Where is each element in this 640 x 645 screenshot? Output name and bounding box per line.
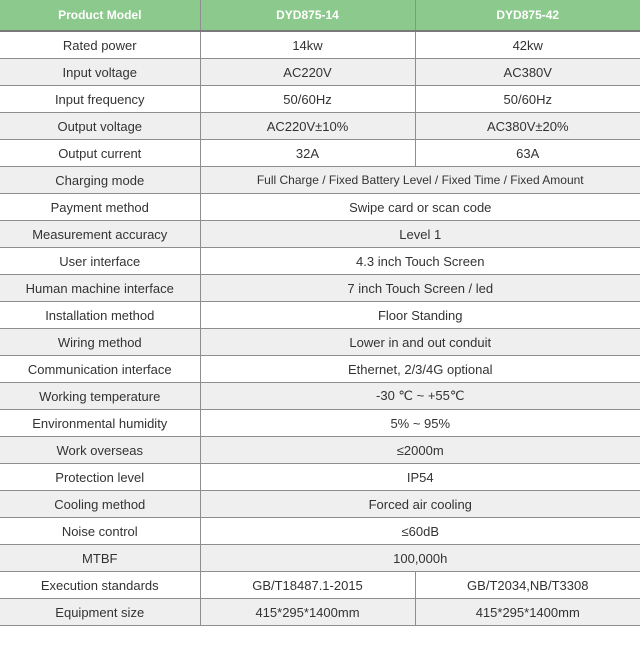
cell-model-a: AC220V [200,59,415,86]
header-row [0,0,640,31]
row-label: Execution standards [0,572,200,599]
cell-model-b: 50/60Hz [415,86,640,113]
row-label: Charging mode [0,167,200,194]
table-row [0,31,640,59]
table-row [0,86,640,113]
cell-model-a: GB/T18487.1-2015 [200,572,415,599]
table-row [0,464,640,491]
table-row [0,383,640,410]
cell-shared-value: Floor Standing [200,302,640,329]
row-label: Input frequency [0,86,200,113]
row-label: Human machine interface [0,275,200,302]
table-row [0,545,640,572]
cell-shared-value: ≤2000m [200,437,640,464]
table-row [0,140,640,167]
table-row [0,491,640,518]
row-label: Output current [0,140,200,167]
table-row [0,248,640,275]
cell-shared-value: 100,000h [200,545,640,572]
table-row [0,329,640,356]
table-row [0,572,640,599]
cell-shared-value: 5% ~ 95% [200,410,640,437]
cell-shared-value: Level 1 [200,221,640,248]
row-label: Installation method [0,302,200,329]
cell-shared-value: 7 inch Touch Screen / led [200,275,640,302]
row-label: Input voltage [0,59,200,86]
row-label: MTBF [0,545,200,572]
cell-model-b: 63A [415,140,640,167]
table-row [0,59,640,86]
cell-model-b: 415*295*1400mm [415,599,640,626]
table-row [0,518,640,545]
cell-shared-value: ≤60dB [200,518,640,545]
header-model-a: DYD875-14 [200,0,415,31]
cell-model-a: AC220V±10% [200,113,415,140]
cell-shared-value: -30 ℃ ~ +55℃ [200,383,640,410]
row-label: Cooling method [0,491,200,518]
table-row [0,194,640,221]
cell-shared-value: IP54 [200,464,640,491]
cell-model-b: AC380V±20% [415,113,640,140]
row-label: Payment method [0,194,200,221]
row-label: User interface [0,248,200,275]
cell-shared-value: Lower in and out conduit [200,329,640,356]
table-row [0,167,640,194]
row-label: Rated power [0,31,200,59]
row-label: Output voltage [0,113,200,140]
table-row [0,437,640,464]
table-row [0,113,640,140]
row-label: Measurement accuracy [0,221,200,248]
cell-shared-value: Ethernet, 2/3/4G optional [200,356,640,383]
cell-shared-value: 4.3 inch Touch Screen [200,248,640,275]
header-product-model: Product Model [0,0,200,31]
header-model-b: DYD875-42 [415,0,640,31]
table-row [0,275,640,302]
row-label: Equipment size [0,599,200,626]
table-row [0,410,640,437]
row-label: Protection level [0,464,200,491]
cell-model-a: 32A [200,140,415,167]
table-row [0,302,640,329]
cell-model-b: AC380V [415,59,640,86]
row-label: Communication interface [0,356,200,383]
table-row [0,221,640,248]
cell-model-b: 42kw [415,31,640,59]
table-row [0,599,640,626]
row-label: Working temperature [0,383,200,410]
row-label: Noise control [0,518,200,545]
row-label: Work overseas [0,437,200,464]
cell-model-a: 50/60Hz [200,86,415,113]
cell-shared-value: Swipe card or scan code [200,194,640,221]
cell-model-a: 14kw [200,31,415,59]
cell-shared-value: Forced air cooling [200,491,640,518]
cell-shared-value: Full Charge / Fixed Battery Level / Fixed Time / Fixed Amount [200,167,640,194]
table-row [0,356,640,383]
cell-model-a: 415*295*1400mm [200,599,415,626]
row-label: Wiring method [0,329,200,356]
row-label: Environmental humidity [0,410,200,437]
cell-model-b: GB/T2034,NB/T3308 [415,572,640,599]
